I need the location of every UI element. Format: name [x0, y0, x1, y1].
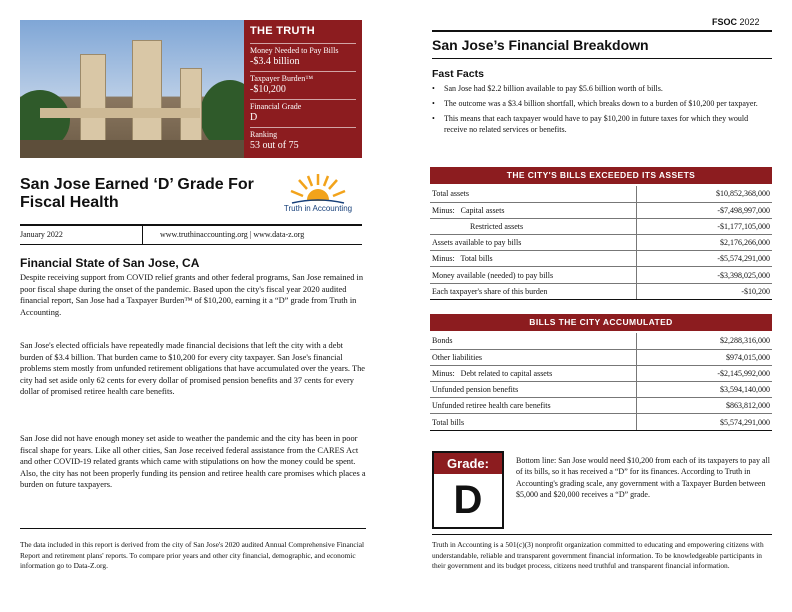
table-row [430, 365, 772, 381]
money-needed-value: -$3.4 billion [250, 56, 300, 67]
row-value: -$3,398,025,000 [636, 267, 772, 283]
divider [20, 528, 366, 529]
financial-grade-value: D [250, 112, 258, 123]
row-label: Other liabilities [430, 349, 636, 365]
fast-facts-heading: Fast Facts [432, 68, 484, 80]
grade-explanation: Bottom line: San Jose would need $10,200 from each of its taxpayers to pay all of its bills, so it has received a “D” for its finances. According to Truth in Accounting's grading scale, any government with a Taxpayer Burden between $5,000 and $20,000 receives a “D” grade. [516, 456, 770, 500]
grade-box [432, 451, 504, 529]
list-item: • This means that each taxpayer would have to pay $10,200 in future taxes for which they would receive no related services or benefits. [430, 113, 772, 135]
row-value: $863,812,000 [636, 398, 772, 414]
row-label: Minus: Capital assets [430, 202, 636, 218]
bills-table-header: BILLS THE CITY ACCUMULATED [430, 314, 772, 331]
data-source-note: The data included in this report is derived from the city of San Jose's 2020 audited Annual Comprehensive Financial Report and retirement plans' reports. To compare prior years and other city financial, demographic, and economic information go to Data-Z.org. [20, 540, 365, 570]
ranking-row [250, 127, 356, 152]
doc-label-text: FSOC [712, 17, 738, 27]
table-row [430, 398, 772, 414]
divider [432, 30, 772, 32]
ranking-label: Ranking [250, 130, 278, 139]
table-row [430, 382, 772, 398]
assets-table [430, 186, 772, 300]
truth-summary-box [244, 20, 362, 158]
row-value: $3,594,140,000 [636, 382, 772, 398]
row-value: $2,176,266,000 [636, 235, 772, 251]
bills-table [430, 333, 772, 431]
row-value: $974,015,000 [636, 349, 772, 365]
doc-year: 2022 [739, 17, 760, 27]
divider [432, 534, 772, 535]
row-label: Restricted assets [430, 218, 636, 234]
money-needed-row [250, 43, 356, 68]
table-row [430, 414, 772, 430]
truth-box-title: THE TRUTH [250, 25, 316, 37]
row-value: -$5,574,291,000 [636, 251, 772, 267]
row-label: Total assets [430, 186, 636, 202]
doc-label [712, 17, 760, 27]
grade-label: Grade: [434, 453, 502, 474]
organization-note: Truth in Accounting is a 501(c)(3) nonprofit organization committed to educating and empowering citizens with understandable, reliable and transparent government financial information. To be knowledgeable participants in their government and its budget process, citizens need truthful and transparent financial information. [432, 540, 764, 570]
taxpayer-burden-label: Taxpayer Burden™ [250, 74, 314, 83]
row-label: Total bills [430, 414, 636, 430]
row-value: -$2,145,992,000 [636, 365, 772, 381]
list-item: • San Jose had $2.2 billion available to pay $5.6 billion worth of bills. [430, 83, 772, 94]
logo-text: Truth in Accounting [283, 204, 353, 213]
breakdown-title: San Jose’s Financial Breakdown [432, 37, 649, 53]
report-date: January 2022 [20, 230, 63, 239]
section-heading: Financial State of San Jose, CA [20, 256, 200, 270]
money-needed-label: Money Needed to Pay Bills [250, 46, 339, 55]
table-row [430, 235, 772, 251]
row-label: Money available (needed) to pay bills [430, 267, 636, 283]
row-value: -$10,200 [636, 283, 772, 299]
website-links[interactable]: www.truthinaccounting.org | www.data-z.org [160, 230, 305, 239]
table-row [430, 202, 772, 218]
table-row [430, 333, 772, 349]
table-row [430, 349, 772, 365]
list-item: • The outcome was a $3.4 billion shortfall, which breaks down to a burden of $10,200 per taxpayer. [430, 98, 772, 109]
table-row [430, 267, 772, 283]
row-label: Each taxpayer's share of this burden [430, 283, 636, 299]
row-label: Unfunded pension benefits [430, 382, 636, 398]
assets-table-header: THE CITY'S BILLS EXCEEDED ITS ASSETS [430, 167, 772, 184]
taxpayer-burden-value: -$10,200 [250, 84, 286, 95]
financial-grade-label: Financial Grade [250, 102, 302, 111]
row-value: $5,574,291,000 [636, 414, 772, 430]
fast-facts-list [430, 83, 772, 139]
row-value: -$1,177,105,000 [636, 218, 772, 234]
row-value: $10,852,368,000 [636, 186, 772, 202]
row-label: Minus: Total bills [430, 251, 636, 267]
report-title: San Jose Earned ‘D’ Grade For Fiscal Health [20, 176, 254, 211]
sun-icon [278, 170, 358, 206]
table-row [430, 186, 772, 202]
grade-panel [432, 451, 772, 529]
financial-grade-row [250, 99, 356, 124]
divider [20, 244, 362, 245]
table-row [430, 283, 772, 299]
divider [432, 58, 772, 59]
row-label: Unfunded retiree health care benefits [430, 398, 636, 414]
meta-row [20, 226, 362, 244]
truth-in-accounting-logo [278, 170, 358, 215]
city-photo [20, 20, 244, 158]
divider [142, 226, 143, 244]
row-value: -$7,498,997,000 [636, 202, 772, 218]
ranking-value: 53 out of 75 [250, 140, 299, 151]
paragraph: San Jose did not have enough money set aside to weather the pandemic and the city has been in poor fiscal shape for years. Like all other cities, San Jose received federal assistance from the CARES Act and other COVID-19 related grants which came with stipulations on how the money could be spent. Also, the city has not been properly funding its pension and retiree health care promises which places a burden on future taxpayers. [20, 434, 366, 490]
row-label: Minus: Debt related to capital assets [430, 365, 636, 381]
paragraph: Despite receiving support from COVID relief grants and other federal programs, San Jose remained in poor fiscal shape during the onset of the pandemic. Based upon the city's fiscal year 2020 audited financial report, San Jose had a Taxpayer Burden™ of $10,200, earning it a “D” grade from Truth in Accounting. [20, 273, 364, 317]
grade-letter: D [453, 478, 483, 522]
table-row [430, 218, 772, 234]
row-value: $2,288,316,000 [636, 333, 772, 349]
table-row [430, 251, 772, 267]
taxpayer-burden-row [250, 71, 356, 96]
paragraph: San Jose's elected officials have repeatedly made financial decisions that left the city with a debt burden of $3.4 billion. That burden came to $10,200 for every city taxpayer. San Jose's financial problems stem mostly from unfunded retirement obligations that have accumulated over the years. The city had set aside only 62 cents for every dollar of promised pension benefits and 37 cents for every dollar of promised retiree health care benefits. [20, 341, 365, 397]
row-label: Assets available to pay bills [430, 235, 636, 251]
row-label: Bonds [430, 333, 636, 349]
